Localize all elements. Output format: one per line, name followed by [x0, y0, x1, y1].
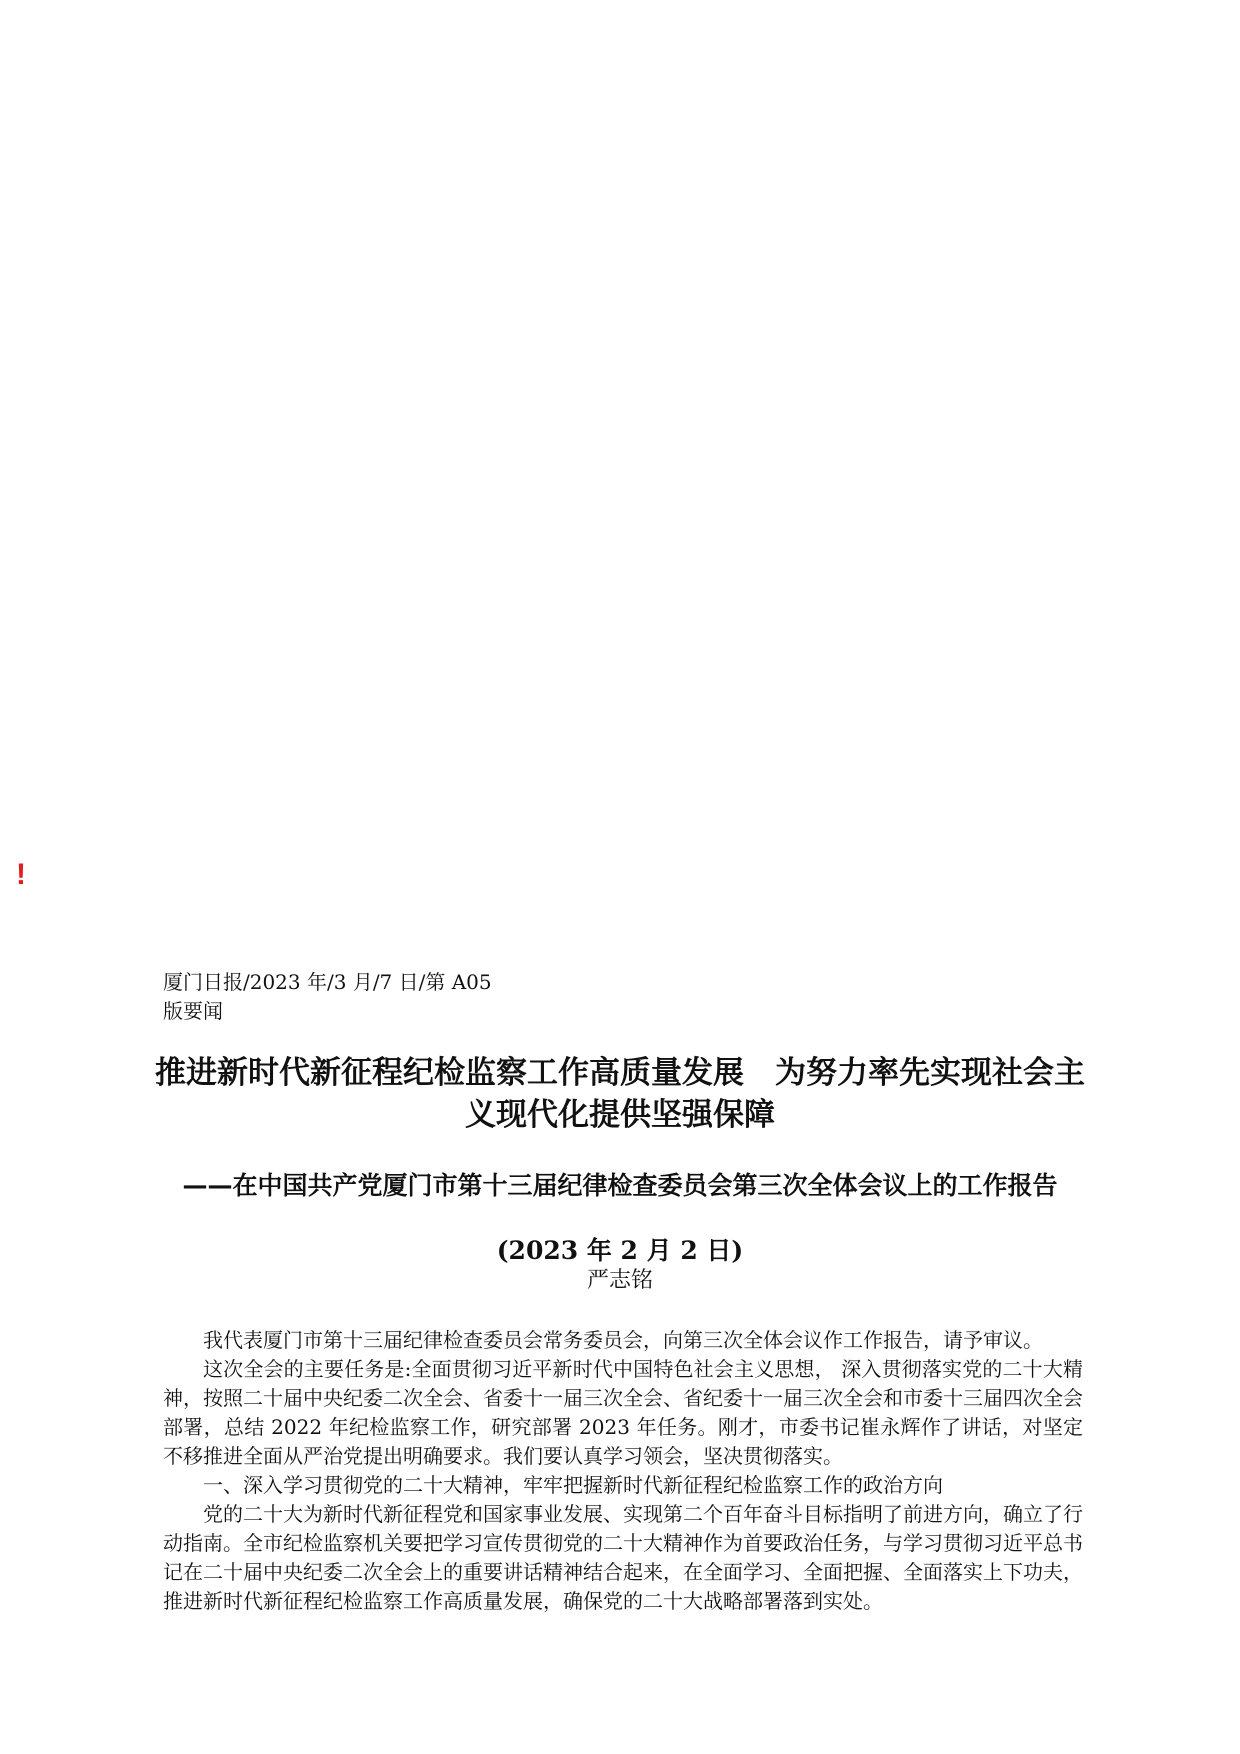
- exclamation-mark: !: [16, 858, 26, 891]
- author-name: 严志铭: [586, 1268, 653, 1293]
- article-body: [163, 1326, 1083, 1616]
- section-heading: 一、深入学习贯彻党的二十大精神，牢牢把握新时代新征程纪检监察工作的政治方向: [203, 1473, 943, 1497]
- newspaper-source: 厦门日报/2023 年/3 月/7 日/第 A05 版要闻: [163, 970, 492, 1023]
- article-title: 推进新时代新征程纪检监察工作高质量发展 为努力率先实现社会主义现代化提供坚强保障: [155, 1055, 1085, 1133]
- body-paragraph: 党的二十大为新时代新征程党和国家事业发展、实现第二个百年奋斗目标指明了前进方向，确立了行动指南。全市纪检监察机关要把学习宣传贯彻党的二十大精神作为首要政治任务，与学习贯彻习近平总书记在二十届中央纪委二次全会上的重要讲话精神结合起来，在全面学习、全面把握、全面落实上下功夫，推进新时代新征程纪检监察工作高质量发展，确保党的二十大战略部署落到实处。: [163, 1502, 1083, 1613]
- body-paragraph: 这次全会的主要任务是:全面贯彻习近平新时代中国特色社会主义思想， 深入贯彻落实党的二十大精神，按照二十届中央纪委二次全会、省委十一届三次全会、省纪委十一届三次全会和市委十三届四次全会部署，总结 2022 年纪检监察工作，研究部署 2023 年任务。刚才，市委书记崔永辉作了讲话，对坚定不移推进全面从严治党提出明确要求。我们要认真学习领会，坚决贯彻落实。: [163, 1357, 1083, 1468]
- report-date: (2023 年 2 月 2 日): [496, 1236, 744, 1265]
- body-paragraph: 我代表厦门市第十三届纪律检查委员会常务委员会，向第三次全体会议作工作报告，请予审议。: [203, 1328, 1043, 1352]
- article-subtitle: ——在中国共产党厦门市第十三届纪律检查委员会第三次全体会议上的工作报告: [182, 1171, 1058, 1200]
